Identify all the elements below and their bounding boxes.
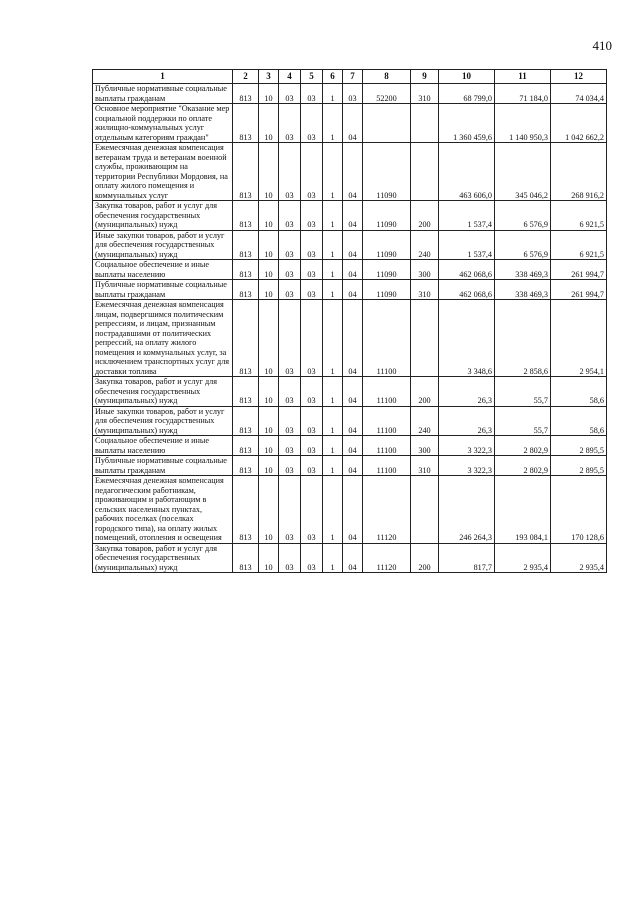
table-row bbox=[93, 300, 607, 377]
code-cell: 310 bbox=[411, 456, 439, 476]
code-cell: 11090 bbox=[363, 260, 411, 280]
code-cell: 1 bbox=[323, 300, 343, 377]
code-cell: 03 bbox=[279, 143, 301, 201]
code-cell: 200 bbox=[411, 377, 439, 407]
code-cell: 04 bbox=[343, 300, 363, 377]
code-cell: 03 bbox=[279, 377, 301, 407]
row-name-cell: Ежемесячная денежная компенсация ветеранам труда и ветеранам военной службы, проживающим на территории Республики Мордовия, на оплату жилого помещения и коммунальных услуг bbox=[93, 143, 233, 201]
code-cell: 03 bbox=[301, 377, 323, 407]
code-cell: 04 bbox=[343, 456, 363, 476]
code-cell: 10 bbox=[259, 456, 279, 476]
page-number: 410 bbox=[592, 38, 612, 53]
code-cell: 1 bbox=[323, 377, 343, 407]
code-cell: 813 bbox=[233, 377, 259, 407]
amount-cell: 6 576,9 bbox=[495, 230, 551, 260]
amount-cell: 2 895,5 bbox=[551, 436, 607, 456]
code-cell: 10 bbox=[259, 543, 279, 573]
table-row bbox=[93, 280, 607, 300]
code-cell: 10 bbox=[259, 201, 279, 231]
code-cell: 10 bbox=[259, 377, 279, 407]
table-row bbox=[93, 143, 607, 201]
header-cell: 1 bbox=[93, 70, 233, 84]
amount-cell: 817,7 bbox=[439, 543, 495, 573]
row-name-cell: Закупка товаров, работ и услуг для обеспечения государственных (муниципальных) нужд bbox=[93, 543, 233, 573]
header-cell: 8 bbox=[363, 70, 411, 84]
code-cell: 03 bbox=[279, 476, 301, 544]
amount-cell: 170 128,6 bbox=[551, 476, 607, 544]
row-name-cell: Закупка товаров, работ и услуг для обеспечения государственных (муниципальных) нужд bbox=[93, 201, 233, 231]
amount-cell: 338 469,3 bbox=[495, 260, 551, 280]
code-cell bbox=[411, 104, 439, 143]
code-cell bbox=[411, 476, 439, 544]
amount-cell: 3 348,6 bbox=[439, 300, 495, 377]
code-cell: 04 bbox=[343, 143, 363, 201]
code-cell: 03 bbox=[279, 84, 301, 104]
amount-cell: 338 469,3 bbox=[495, 280, 551, 300]
header-cell: 12 bbox=[551, 70, 607, 84]
amount-cell: 2 802,9 bbox=[495, 456, 551, 476]
table-row bbox=[93, 377, 607, 407]
code-cell: 1 bbox=[323, 104, 343, 143]
code-cell: 03 bbox=[279, 300, 301, 377]
code-cell: 813 bbox=[233, 456, 259, 476]
code-cell: 03 bbox=[343, 84, 363, 104]
amount-cell: 462 068,6 bbox=[439, 260, 495, 280]
header-cell: 6 bbox=[323, 70, 343, 84]
amount-cell: 55,7 bbox=[495, 377, 551, 407]
amount-cell: 1 537,4 bbox=[439, 201, 495, 231]
amount-cell: 2 895,5 bbox=[551, 456, 607, 476]
code-cell: 04 bbox=[343, 377, 363, 407]
table-row bbox=[93, 230, 607, 260]
code-cell: 1 bbox=[323, 476, 343, 544]
code-cell: 813 bbox=[233, 104, 259, 143]
amount-cell: 74 034,4 bbox=[551, 84, 607, 104]
code-cell bbox=[411, 143, 439, 201]
code-cell: 813 bbox=[233, 543, 259, 573]
code-cell: 04 bbox=[343, 543, 363, 573]
code-cell: 11100 bbox=[363, 436, 411, 456]
code-cell: 813 bbox=[233, 300, 259, 377]
amount-cell: 26,3 bbox=[439, 377, 495, 407]
code-cell: 03 bbox=[279, 260, 301, 280]
code-cell: 11090 bbox=[363, 143, 411, 201]
code-cell: 310 bbox=[411, 84, 439, 104]
amount-cell: 26,3 bbox=[439, 406, 495, 436]
code-cell: 10 bbox=[259, 143, 279, 201]
code-cell: 52200 bbox=[363, 84, 411, 104]
table-row bbox=[93, 406, 607, 436]
code-cell: 03 bbox=[301, 260, 323, 280]
amount-cell: 58,6 bbox=[551, 377, 607, 407]
code-cell: 03 bbox=[279, 406, 301, 436]
code-cell: 1 bbox=[323, 143, 343, 201]
code-cell: 03 bbox=[301, 543, 323, 573]
code-cell: 240 bbox=[411, 230, 439, 260]
amount-cell: 68 799,0 bbox=[439, 84, 495, 104]
code-cell: 310 bbox=[411, 280, 439, 300]
amount-cell: 1 042 662,2 bbox=[551, 104, 607, 143]
amount-cell: 6 921,5 bbox=[551, 201, 607, 231]
code-cell: 03 bbox=[279, 456, 301, 476]
amount-cell: 261 994,7 bbox=[551, 280, 607, 300]
amount-cell: 246 264,3 bbox=[439, 476, 495, 544]
code-cell: 03 bbox=[301, 300, 323, 377]
header-cell: 9 bbox=[411, 70, 439, 84]
header-row bbox=[93, 70, 607, 84]
row-name-cell: Социальное обеспечение и иные выплаты населению bbox=[93, 436, 233, 456]
code-cell: 11090 bbox=[363, 230, 411, 260]
budget-table bbox=[92, 69, 607, 573]
amount-cell: 2 858,6 bbox=[495, 300, 551, 377]
row-name-cell: Ежемесячная денежная компенсация педагогическим работникам, проживающим и работающим в сельских населенных пунктах, рабочих поселках (поселках городского типа), на оплату жилых помещений, отопления и освещения bbox=[93, 476, 233, 544]
code-cell: 200 bbox=[411, 543, 439, 573]
code-cell: 03 bbox=[301, 104, 323, 143]
code-cell: 1 bbox=[323, 406, 343, 436]
code-cell: 813 bbox=[233, 230, 259, 260]
row-name-cell: Иные закупки товаров, работ и услуг для обеспечения государственных (муниципальных) нужд bbox=[93, 406, 233, 436]
amount-cell: 58,6 bbox=[551, 406, 607, 436]
code-cell bbox=[411, 300, 439, 377]
code-cell: 04 bbox=[343, 104, 363, 143]
code-cell: 03 bbox=[279, 280, 301, 300]
amount-cell: 268 916,2 bbox=[551, 143, 607, 201]
header-cell: 5 bbox=[301, 70, 323, 84]
code-cell: 10 bbox=[259, 104, 279, 143]
code-cell: 03 bbox=[301, 84, 323, 104]
row-name-cell: Публичные нормативные социальные выплаты гражданам bbox=[93, 456, 233, 476]
amount-cell: 1 537,4 bbox=[439, 230, 495, 260]
code-cell: 1 bbox=[323, 280, 343, 300]
code-cell: 11100 bbox=[363, 377, 411, 407]
amount-cell: 463 606,0 bbox=[439, 143, 495, 201]
header-cell: 4 bbox=[279, 70, 301, 84]
amount-cell: 462 068,6 bbox=[439, 280, 495, 300]
amount-cell: 1 360 459,6 bbox=[439, 104, 495, 143]
code-cell: 813 bbox=[233, 201, 259, 231]
code-cell: 1 bbox=[323, 230, 343, 260]
row-name-cell: Основное мероприятие "Оказание мер социальной поддержки по оплате жилищно-коммунальных услуг отдельным категориям граждан" bbox=[93, 104, 233, 143]
code-cell: 300 bbox=[411, 436, 439, 456]
row-name-cell: Закупка товаров, работ и услуг для обеспечения государственных (муниципальных) нужд bbox=[93, 377, 233, 407]
row-name-cell: Иные закупки товаров, работ и услуг для обеспечения государственных (муниципальных) нужд bbox=[93, 230, 233, 260]
code-cell: 03 bbox=[301, 280, 323, 300]
code-cell: 813 bbox=[233, 260, 259, 280]
amount-cell: 55,7 bbox=[495, 406, 551, 436]
code-cell: 11120 bbox=[363, 543, 411, 573]
amount-cell: 2 935,4 bbox=[551, 543, 607, 573]
amount-cell: 193 084,1 bbox=[495, 476, 551, 544]
header-cell: 3 bbox=[259, 70, 279, 84]
code-cell: 03 bbox=[301, 436, 323, 456]
code-cell: 10 bbox=[259, 260, 279, 280]
row-name-cell: Публичные нормативные социальные выплаты гражданам bbox=[93, 84, 233, 104]
code-cell: 03 bbox=[301, 476, 323, 544]
code-cell: 11100 bbox=[363, 406, 411, 436]
row-name-cell: Ежемесячная денежная компенсация лицам, подвергшимся политическим репрессиям, и лицам, признанным пострадавшими от политических репрессий, на оплату жилого помещения и коммунальных услуг, за исключением транспортных услуг для доставки топлива bbox=[93, 300, 233, 377]
code-cell: 03 bbox=[301, 406, 323, 436]
code-cell: 11100 bbox=[363, 456, 411, 476]
code-cell: 10 bbox=[259, 84, 279, 104]
code-cell: 240 bbox=[411, 406, 439, 436]
code-cell: 10 bbox=[259, 476, 279, 544]
code-cell: 04 bbox=[343, 476, 363, 544]
code-cell: 813 bbox=[233, 280, 259, 300]
code-cell bbox=[363, 104, 411, 143]
amount-cell: 2 935,4 bbox=[495, 543, 551, 573]
code-cell: 03 bbox=[301, 143, 323, 201]
code-cell: 04 bbox=[343, 230, 363, 260]
header-cell: 7 bbox=[343, 70, 363, 84]
amount-cell: 3 322,3 bbox=[439, 456, 495, 476]
code-cell: 10 bbox=[259, 300, 279, 377]
code-cell: 04 bbox=[343, 260, 363, 280]
row-name-cell: Публичные нормативные социальные выплаты гражданам bbox=[93, 280, 233, 300]
code-cell: 200 bbox=[411, 201, 439, 231]
code-cell: 03 bbox=[301, 201, 323, 231]
code-cell: 813 bbox=[233, 84, 259, 104]
code-cell: 03 bbox=[301, 456, 323, 476]
amount-cell: 345 046,2 bbox=[495, 143, 551, 201]
amount-cell: 1 140 950,3 bbox=[495, 104, 551, 143]
code-cell: 1 bbox=[323, 543, 343, 573]
code-cell: 10 bbox=[259, 436, 279, 456]
amount-cell: 3 322,3 bbox=[439, 436, 495, 456]
amount-cell: 71 184,0 bbox=[495, 84, 551, 104]
code-cell: 11100 bbox=[363, 300, 411, 377]
code-cell: 03 bbox=[279, 543, 301, 573]
code-cell: 1 bbox=[323, 201, 343, 231]
code-cell: 813 bbox=[233, 436, 259, 456]
code-cell: 10 bbox=[259, 406, 279, 436]
code-cell: 03 bbox=[279, 230, 301, 260]
code-cell: 03 bbox=[301, 230, 323, 260]
code-cell: 11090 bbox=[363, 201, 411, 231]
table-row bbox=[93, 201, 607, 231]
amount-cell: 6 576,9 bbox=[495, 201, 551, 231]
code-cell: 10 bbox=[259, 280, 279, 300]
code-cell: 04 bbox=[343, 436, 363, 456]
code-cell: 03 bbox=[279, 201, 301, 231]
code-cell: 04 bbox=[343, 406, 363, 436]
table-row bbox=[93, 104, 607, 143]
row-name-cell: Социальное обеспечение и иные выплаты населению bbox=[93, 260, 233, 280]
code-cell: 813 bbox=[233, 476, 259, 544]
code-cell: 11120 bbox=[363, 476, 411, 544]
code-cell: 03 bbox=[279, 104, 301, 143]
table-row bbox=[93, 543, 607, 573]
code-cell: 1 bbox=[323, 84, 343, 104]
amount-cell: 2 802,9 bbox=[495, 436, 551, 456]
code-cell: 11090 bbox=[363, 280, 411, 300]
amount-cell: 261 994,7 bbox=[551, 260, 607, 280]
code-cell: 813 bbox=[233, 406, 259, 436]
code-cell: 813 bbox=[233, 143, 259, 201]
table-row bbox=[93, 436, 607, 456]
code-cell: 03 bbox=[279, 436, 301, 456]
table-row bbox=[93, 260, 607, 280]
header-cell: 10 bbox=[439, 70, 495, 84]
header-cell: 11 bbox=[495, 70, 551, 84]
table-body bbox=[93, 84, 607, 573]
amount-cell: 6 921,5 bbox=[551, 230, 607, 260]
table-row bbox=[93, 84, 607, 104]
code-cell: 04 bbox=[343, 201, 363, 231]
code-cell: 10 bbox=[259, 230, 279, 260]
header-cell: 2 bbox=[233, 70, 259, 84]
table-row bbox=[93, 476, 607, 544]
code-cell: 300 bbox=[411, 260, 439, 280]
code-cell: 1 bbox=[323, 436, 343, 456]
amount-cell: 2 954,1 bbox=[551, 300, 607, 377]
code-cell: 1 bbox=[323, 260, 343, 280]
code-cell: 04 bbox=[343, 280, 363, 300]
table-row bbox=[93, 456, 607, 476]
code-cell: 1 bbox=[323, 456, 343, 476]
